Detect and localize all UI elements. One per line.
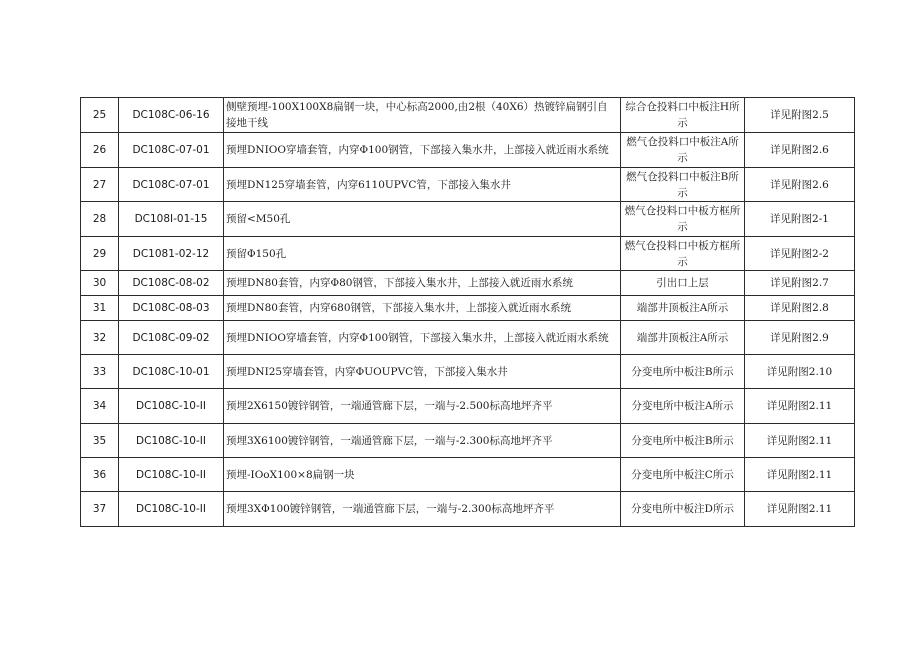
drawing-code-cell: DC108C-07-01 — [119, 168, 224, 202]
drawing-code-cell: DC108I-01-15 — [119, 202, 224, 237]
description-cell: 预埋DN80套管，内穿Φ80钢管，下部接入集水井，上部接入就近雨水系统 — [224, 271, 621, 296]
drawing-code-cell: DC108C-10-II — [119, 389, 224, 424]
table-row — [81, 168, 855, 202]
location-note-cell: 分变电所中板注B所示 — [621, 355, 745, 389]
description-cell: 预留<M50孔 — [224, 202, 621, 237]
drawing-code-cell: DC108C-08-02 — [119, 271, 224, 296]
row-number-cell: 36 — [81, 458, 119, 492]
description-cell: 预埋-IOoX100×8扁钢一块 — [224, 458, 621, 492]
reference-cell: 详见附图2.9 — [745, 321, 855, 355]
drawing-code-cell: DC108C-10-II — [119, 458, 224, 492]
description-cell: 预埋3X6100镀锌钢管，一端通管廊下层，一端与-2.300标高地坪齐平 — [224, 424, 621, 458]
drawing-code-cell: DC108C-10-II — [119, 424, 224, 458]
description-cell: 预埋DN125穿墙套管，内穿6110UPVC管，下部接入集水井 — [224, 168, 621, 202]
reference-cell: 详见附图2.10 — [745, 355, 855, 389]
table-row — [81, 98, 855, 133]
description-cell: 预埋DNIOO穿墙套管，内穿Φ100钢管，下部接入集水井，上部接入就近雨水系统 — [224, 321, 621, 355]
table-row — [81, 458, 855, 492]
reference-cell: 详见附图2-1 — [745, 202, 855, 237]
description-cell: 预留Φ150孔 — [224, 237, 621, 271]
reference-cell: 详见附图2.6 — [745, 133, 855, 168]
reference-cell: 详见附图2.6 — [745, 168, 855, 202]
row-number-cell: 31 — [81, 296, 119, 321]
location-note-cell: 分变电所中板注A所示 — [621, 389, 745, 424]
table-row — [81, 355, 855, 389]
table-row — [81, 296, 855, 321]
table-row — [81, 492, 855, 527]
reference-cell: 详见附图2.8 — [745, 296, 855, 321]
table-row — [81, 133, 855, 168]
reference-cell: 详见附图2.11 — [745, 389, 855, 424]
drawing-code-cell: DC108C-09-02 — [119, 321, 224, 355]
row-number-cell: 32 — [81, 321, 119, 355]
location-note-cell: 端部井顶板注A所示 — [621, 321, 745, 355]
location-note-cell: 端部井顶板注A所示 — [621, 296, 745, 321]
table-row — [81, 389, 855, 424]
table-row — [81, 424, 855, 458]
table-body — [81, 98, 855, 527]
row-number-cell: 28 — [81, 202, 119, 237]
description-cell: 预埋DN80套管，内穿680钢管，下部接入集水井，上部接入就近雨水系统 — [224, 296, 621, 321]
reference-cell: 详见附图2.7 — [745, 271, 855, 296]
location-note-cell: 燃气仓投料口中板注B所示 — [621, 168, 745, 202]
row-number-cell: 26 — [81, 133, 119, 168]
table-row — [81, 202, 855, 237]
table-row — [81, 271, 855, 296]
row-number-cell: 34 — [81, 389, 119, 424]
reference-cell: 详见附图2.11 — [745, 492, 855, 527]
reference-cell: 详见附图2-2 — [745, 237, 855, 271]
row-number-cell: 35 — [81, 424, 119, 458]
description-cell: 预埋3XΦ100镀锌钢管，一端通管廊下层，一端与-2.300标高地坪齐平 — [224, 492, 621, 527]
row-number-cell: 29 — [81, 237, 119, 271]
embedded-items-table — [80, 97, 855, 527]
row-number-cell: 25 — [81, 98, 119, 133]
description-cell: 预埋DNIOO穿墙套管，内穿Φ100钢管，下部接入集水井，上部接入就近雨水系统 — [224, 133, 621, 168]
reference-cell: 详见附图2.11 — [745, 424, 855, 458]
location-note-cell: 燃气仓投料口中板注A所示 — [621, 133, 745, 168]
drawing-code-cell: DC108C-06-16 — [119, 98, 224, 133]
drawing-code-cell: DC108C-10-01 — [119, 355, 224, 389]
table-row — [81, 237, 855, 271]
description-cell: 侧壁预埋-100X100X8扁钢一块，中心标高2000,由2根（40X6）热镀锌扁钢引自接地干线 — [224, 98, 621, 133]
drawing-code-cell: DC108C-10-II — [119, 492, 224, 527]
drawing-code-cell: DC1081-02-12 — [119, 237, 224, 271]
row-number-cell: 37 — [81, 492, 119, 527]
description-cell: 预埋DNI25穿墙套管，内穿ΦUOUPVC管，下部接入集水井 — [224, 355, 621, 389]
row-number-cell: 27 — [81, 168, 119, 202]
drawing-code-cell: DC108C-07-01 — [119, 133, 224, 168]
location-note-cell: 分变电所中板注B所示 — [621, 424, 745, 458]
location-note-cell: 综合仓投料口中板注H所示 — [621, 98, 745, 133]
row-number-cell: 33 — [81, 355, 119, 389]
reference-cell: 详见附图2.5 — [745, 98, 855, 133]
reference-cell: 详见附图2.11 — [745, 458, 855, 492]
description-cell: 预埋2X6150镀锌钢管，一端通管廊下层，一端与-2.500标高地坪齐平 — [224, 389, 621, 424]
table-row — [81, 321, 855, 355]
location-note-cell: 引出口上层 — [621, 271, 745, 296]
location-note-cell: 分变电所中板注D所示 — [621, 492, 745, 527]
location-note-cell: 分变电所中板注C所示 — [621, 458, 745, 492]
row-number-cell: 30 — [81, 271, 119, 296]
location-note-cell: 燃气仓投料口中板方框所示 — [621, 202, 745, 237]
drawing-code-cell: DC108C-08-03 — [119, 296, 224, 321]
location-note-cell: 燃气仓投料口中板方框所示 — [621, 237, 745, 271]
